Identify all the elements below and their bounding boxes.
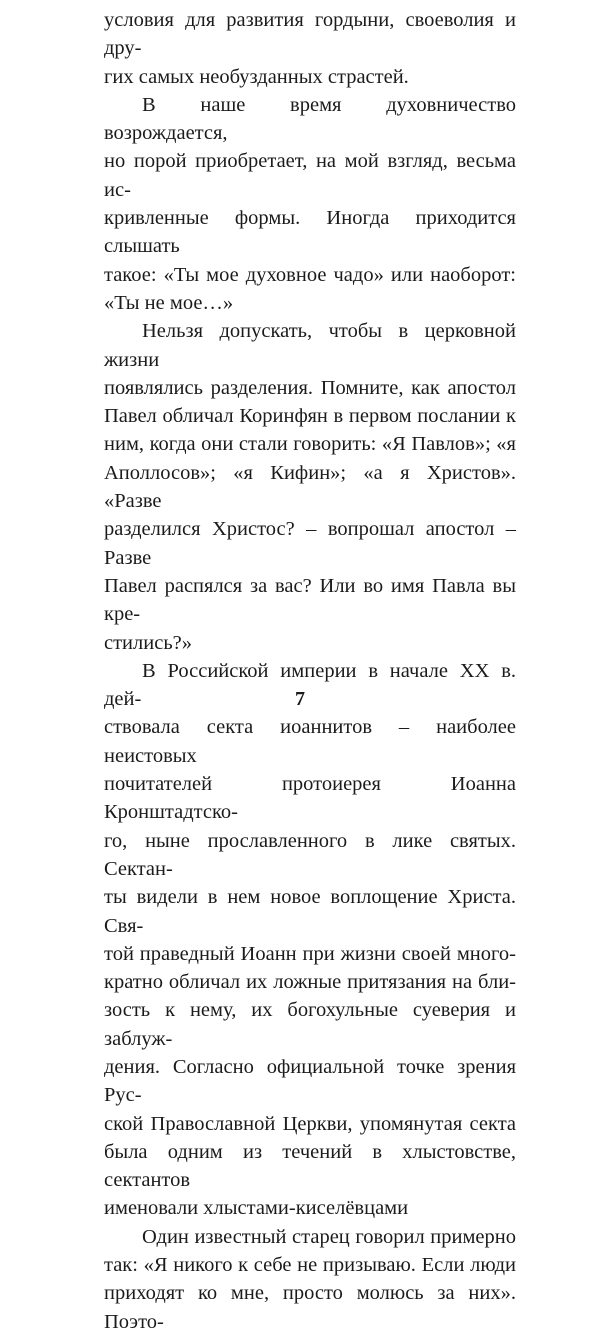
text-line: кривленные формы. Иногда приходится слышать — [104, 207, 516, 258]
text-line: В Российской империи в начале XX в. дей- — [104, 659, 516, 711]
text-line: дения. Согласно официальной точке зрения Рус- — [104, 1055, 516, 1107]
text-line: го, ныне прославленного в лике святых. Сектан- — [104, 829, 516, 880]
text-line: Нельзя допускать, чтобы в церковной жизни — [104, 320, 516, 371]
text-line: появлялись разделения. Помните, как апостол — [104, 376, 516, 399]
text-line: приходят ко мне, просто молюсь за них». Поэто- — [104, 1282, 516, 1333]
text-line: той праведный Иоанн при жизни своей много- — [104, 942, 516, 965]
page-body — [104, 6, 516, 1336]
text-line: ствовала секта иоаннитов – наиболее неистовых — [104, 716, 516, 767]
text-line: условия для развития гордыни, своеволия и дру- — [104, 9, 516, 60]
text-line: В наше время духовничество возрождается, — [104, 93, 516, 145]
text-line: «Ты не мое…» — [104, 291, 234, 314]
text-line: почитателей протоиерея Иоанна Кронштадтско- — [104, 773, 516, 824]
text-line: Один известный старец говорил примерно — [142, 1225, 516, 1248]
text-line: кратно обличал их ложные притязания на бли- — [104, 971, 516, 994]
text-line: разделился Христос? – вопрошал апостол – Разве — [104, 518, 516, 569]
text-line: Аполлосов»; «я Кифин»; «а я Христов». «Разве — [104, 461, 516, 513]
text-line: зость к нему, их богохульные суеверия и заблуж- — [104, 999, 516, 1050]
text-line: стились?» — [104, 631, 193, 654]
page-number: 7 — [295, 688, 305, 710]
text-line: Павел обличал Коринфян в первом послании к — [104, 405, 516, 428]
text-line: именовали хлыстами-киселёвцами — [104, 1197, 409, 1220]
text-line: ты видели в нем новое воплощение Христа. Свя- — [104, 886, 516, 937]
text-line: но порой приобретает, на мой взгляд, весьма ис- — [104, 150, 516, 201]
text-line: гих самых необузданных страстей. — [104, 65, 409, 88]
text-line: ним, когда они стали говорить: «Я Павлов»; «я — [104, 433, 516, 456]
text-line: была одним из течений в хлыстовстве, сектантов — [104, 1140, 516, 1192]
text-line: ской Православной Церкви, упомянутая секта — [104, 1112, 516, 1135]
text-line: так: «Я никого к себе не призываю. Если люди — [104, 1254, 516, 1277]
paragraphs — [104, 6, 516, 1336]
text-line: Павел распялся за вас? Или во имя Павла вы кре- — [104, 574, 516, 626]
text-line: такое: «Ты мое духовное чадо» или наоборот: — [104, 263, 516, 286]
